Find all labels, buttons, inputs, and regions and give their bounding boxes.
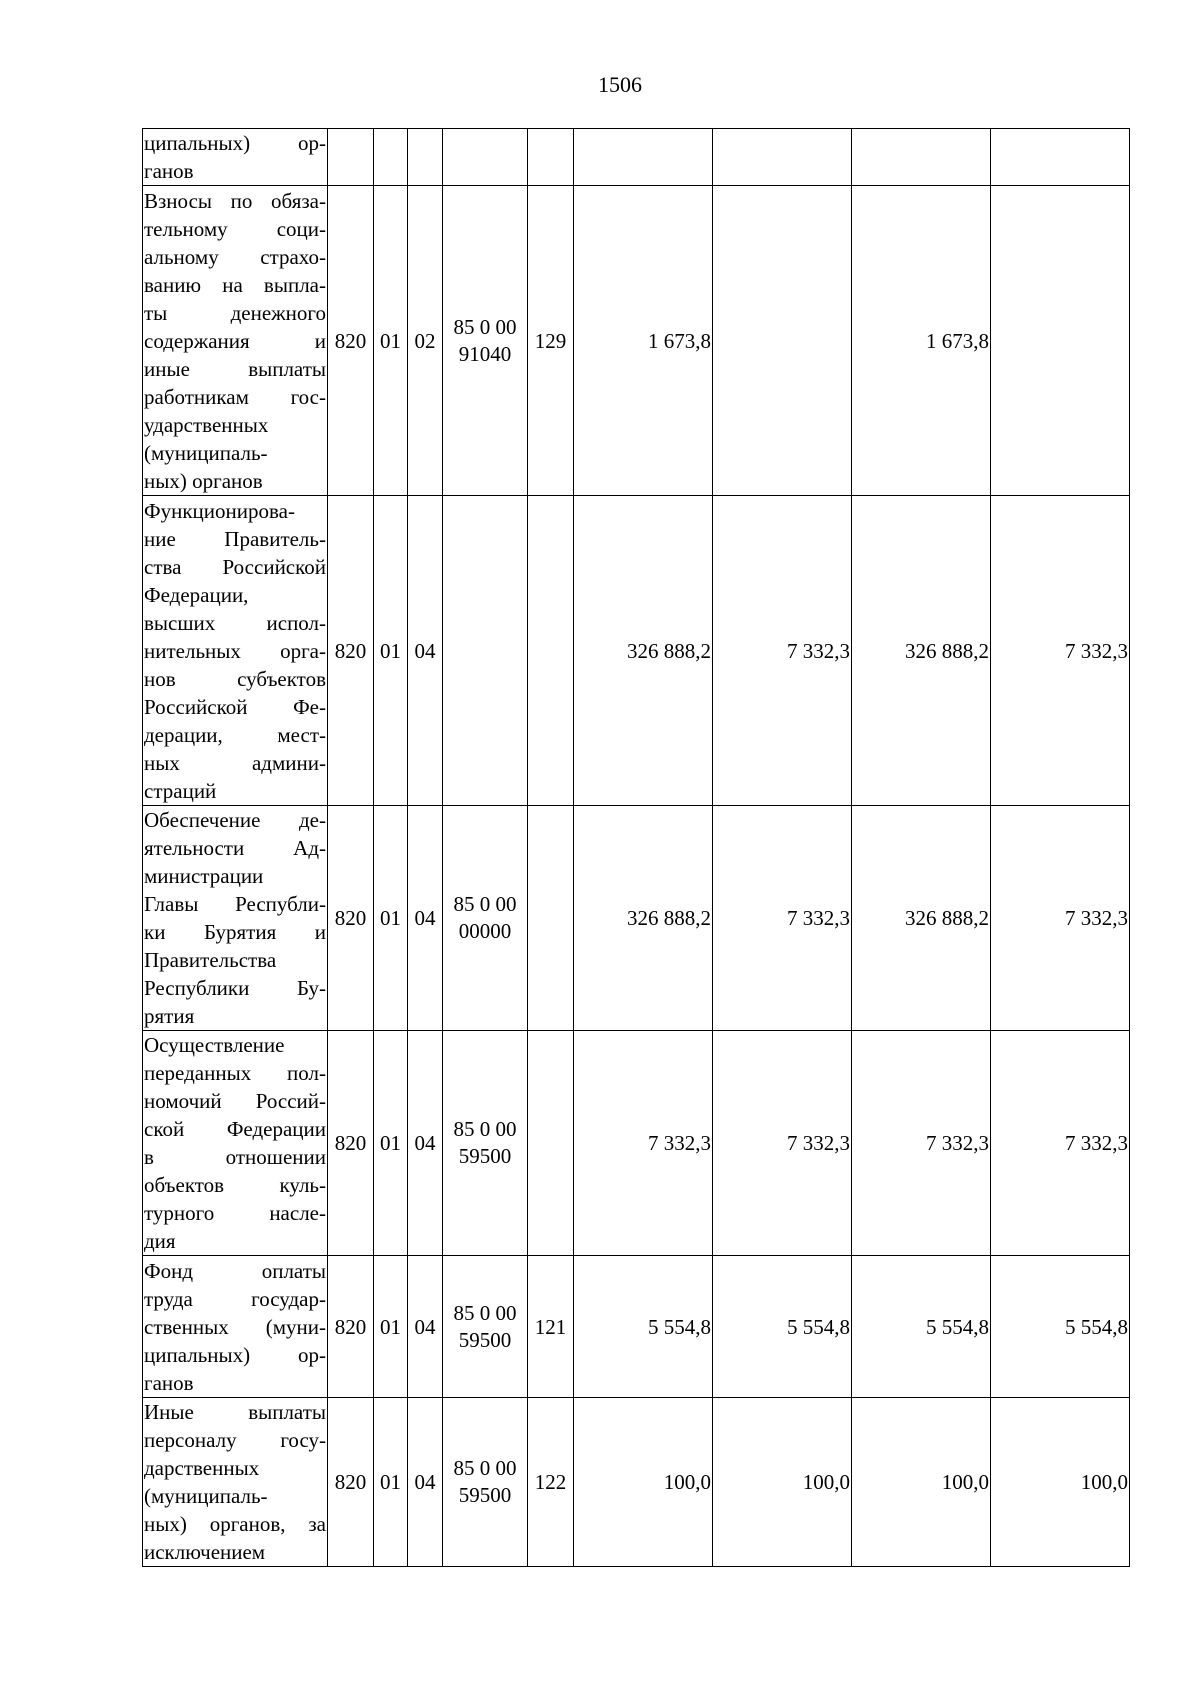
table-body bbox=[143, 129, 1130, 1567]
item-name-line: Главы Республи- bbox=[144, 892, 326, 916]
section-code: 01 bbox=[374, 1256, 408, 1398]
item-name-line: высших испол- bbox=[144, 610, 326, 635]
amount-1: 7 332,3 bbox=[574, 1031, 713, 1256]
item-name-line: ванию на выпла- bbox=[144, 272, 326, 297]
item-name-line: Республики Бу- bbox=[144, 976, 326, 1000]
expense-type-code: 121 bbox=[528, 1256, 574, 1398]
ministry-code: 820 bbox=[328, 806, 374, 1031]
expense-type-code: 129 bbox=[528, 186, 574, 496]
item-name-line: переданных пол- bbox=[144, 1061, 326, 1085]
ministry-code: 820 bbox=[328, 496, 374, 806]
item-name-line: турного насле- bbox=[144, 1201, 326, 1225]
subsection-code: 04 bbox=[408, 1031, 443, 1256]
amount-3: 7 332,3 bbox=[852, 1031, 991, 1256]
amount-4: 7 332,3 bbox=[991, 806, 1130, 1031]
target-article-code: 85 0 00 91040 bbox=[443, 186, 528, 496]
item-name-line: Российской Фе- bbox=[144, 694, 326, 719]
ministry-code: 820 bbox=[328, 1256, 374, 1398]
amount-2 bbox=[713, 186, 852, 496]
item-name-line: Взносы по обяза- bbox=[144, 188, 326, 213]
item-name bbox=[143, 1398, 328, 1567]
item-name-line: нов субъектов bbox=[144, 666, 326, 691]
item-name-line: ных админи- bbox=[144, 750, 326, 775]
item-name-line: Обеспечение де- bbox=[144, 808, 326, 832]
table-row bbox=[143, 1031, 1130, 1256]
table-row bbox=[143, 806, 1130, 1031]
table-row bbox=[143, 496, 1130, 806]
item-name-line: нительных орга- bbox=[144, 638, 326, 663]
amount-4: 7 332,3 bbox=[991, 1031, 1130, 1256]
amount-2 bbox=[713, 129, 852, 186]
amount-3: 1 673,8 bbox=[852, 186, 991, 496]
section-code: 01 bbox=[374, 1031, 408, 1256]
amount-1: 1 673,8 bbox=[574, 186, 713, 496]
amount-4 bbox=[991, 129, 1130, 186]
item-name-line: рятия bbox=[144, 1004, 195, 1028]
item-name bbox=[143, 186, 328, 496]
section-code bbox=[374, 129, 408, 186]
amount-1: 326 888,2 bbox=[574, 496, 713, 806]
amount-3: 100,0 bbox=[852, 1398, 991, 1567]
target-article-code bbox=[443, 496, 528, 806]
item-name-line: дарственных bbox=[144, 1456, 260, 1480]
item-name-line: альному страхо- bbox=[144, 244, 326, 269]
subsection-code: 04 bbox=[408, 1256, 443, 1398]
ministry-code bbox=[328, 129, 374, 186]
item-name-line: страций bbox=[144, 778, 217, 803]
table-row bbox=[143, 186, 1130, 496]
item-name-line: (муниципаль- bbox=[144, 440, 268, 465]
ministry-code: 820 bbox=[328, 186, 374, 496]
target-article-code: 85 0 00 59500 bbox=[443, 1398, 528, 1567]
table-row bbox=[143, 1256, 1130, 1398]
amount-2: 7 332,3 bbox=[713, 806, 852, 1031]
item-name-line: работникам гос- bbox=[144, 384, 326, 409]
item-name-line: ганов bbox=[144, 159, 194, 183]
item-name-line: ственных (муни- bbox=[144, 1314, 326, 1339]
amount-1: 5 554,8 bbox=[574, 1256, 713, 1398]
item-name bbox=[143, 129, 328, 186]
item-name-line: дерации, мест- bbox=[144, 722, 326, 747]
amount-3 bbox=[852, 129, 991, 186]
expense-type-code bbox=[528, 806, 574, 1031]
item-name-line: ударственных bbox=[144, 412, 269, 437]
table-row bbox=[143, 129, 1130, 186]
amount-2: 7 332,3 bbox=[713, 496, 852, 806]
subsection-code: 04 bbox=[408, 496, 443, 806]
amount-2: 7 332,3 bbox=[713, 1031, 852, 1256]
item-name-line: объектов куль- bbox=[144, 1173, 326, 1197]
expense-type-code bbox=[528, 129, 574, 186]
ministry-code: 820 bbox=[328, 1031, 374, 1256]
item-name-line: труда государ- bbox=[144, 1286, 326, 1311]
item-name-line: ятельности Ад- bbox=[144, 836, 326, 860]
item-name bbox=[143, 1031, 328, 1256]
item-name-line: номочий Россий- bbox=[144, 1089, 326, 1113]
item-name-line: (муниципаль- bbox=[144, 1484, 268, 1508]
item-name-line: министрации bbox=[144, 864, 264, 888]
item-name-line: Иные выплаты bbox=[144, 1400, 326, 1424]
item-name-line: тельному соци- bbox=[144, 216, 326, 241]
item-name-line: иные выплаты bbox=[144, 356, 326, 381]
item-name-line: ние Правитель- bbox=[144, 526, 326, 551]
item-name-line: ки Бурятия и bbox=[144, 920, 326, 944]
amount-1: 100,0 bbox=[574, 1398, 713, 1567]
subsection-code: 02 bbox=[408, 186, 443, 496]
expense-type-code bbox=[528, 1031, 574, 1256]
section-code: 01 bbox=[374, 496, 408, 806]
amount-4: 7 332,3 bbox=[991, 496, 1130, 806]
item-name-line: ных) органов bbox=[144, 468, 263, 493]
ministry-code: 820 bbox=[328, 1398, 374, 1567]
page-number: 1506 bbox=[598, 72, 642, 97]
item-name-line: ты денежного bbox=[144, 300, 326, 325]
item-name-line: персоналу госу- bbox=[144, 1428, 326, 1452]
item-name-line: в отношении bbox=[144, 1145, 326, 1169]
item-name-line: ципальных) ор- bbox=[144, 131, 326, 155]
item-name-line: дия bbox=[144, 1229, 176, 1253]
amount-3: 326 888,2 bbox=[852, 496, 991, 806]
item-name bbox=[143, 496, 328, 806]
item-name-line: ципальных) ор- bbox=[144, 1342, 326, 1367]
item-name-line: Осуществление bbox=[144, 1033, 285, 1057]
subsection-code: 04 bbox=[408, 1398, 443, 1567]
item-name-line: Функционирова- bbox=[144, 498, 295, 523]
amount-1 bbox=[574, 129, 713, 186]
item-name bbox=[143, 806, 328, 1031]
item-name-line: Федерации, bbox=[144, 582, 249, 607]
budget-table bbox=[142, 128, 1130, 1567]
item-name-line: ганов bbox=[144, 1370, 194, 1395]
section-code: 01 bbox=[374, 806, 408, 1031]
target-article-code bbox=[443, 129, 528, 186]
amount-4 bbox=[991, 186, 1130, 496]
item-name-line: Правительства bbox=[144, 948, 277, 972]
amount-4: 100,0 bbox=[991, 1398, 1130, 1567]
item-name-line: исключением bbox=[144, 1540, 266, 1564]
expense-type-code: 122 bbox=[528, 1398, 574, 1567]
item-name-line: содержания и bbox=[144, 328, 326, 353]
amount-1: 326 888,2 bbox=[574, 806, 713, 1031]
section-code: 01 bbox=[374, 1398, 408, 1567]
amount-3: 326 888,2 bbox=[852, 806, 991, 1031]
target-article-code: 85 0 00 59500 bbox=[443, 1256, 528, 1398]
subsection-code: 04 bbox=[408, 806, 443, 1031]
item-name-line: ных) органов, за bbox=[144, 1512, 326, 1536]
amount-2: 100,0 bbox=[713, 1398, 852, 1567]
expense-type-code bbox=[528, 496, 574, 806]
target-article-code: 85 0 00 59500 bbox=[443, 1031, 528, 1256]
amount-3: 5 554,8 bbox=[852, 1256, 991, 1398]
table-row bbox=[143, 1398, 1130, 1567]
amount-4: 5 554,8 bbox=[991, 1256, 1130, 1398]
item-name-line: Фонд оплаты bbox=[144, 1258, 326, 1283]
amount-2: 5 554,8 bbox=[713, 1256, 852, 1398]
item-name-line: ской Федерации bbox=[144, 1117, 326, 1141]
item-name bbox=[143, 1256, 328, 1398]
target-article-code: 85 0 00 00000 bbox=[443, 806, 528, 1031]
subsection-code bbox=[408, 129, 443, 186]
item-name-line: ства Российской bbox=[144, 554, 326, 579]
section-code: 01 bbox=[374, 186, 408, 496]
